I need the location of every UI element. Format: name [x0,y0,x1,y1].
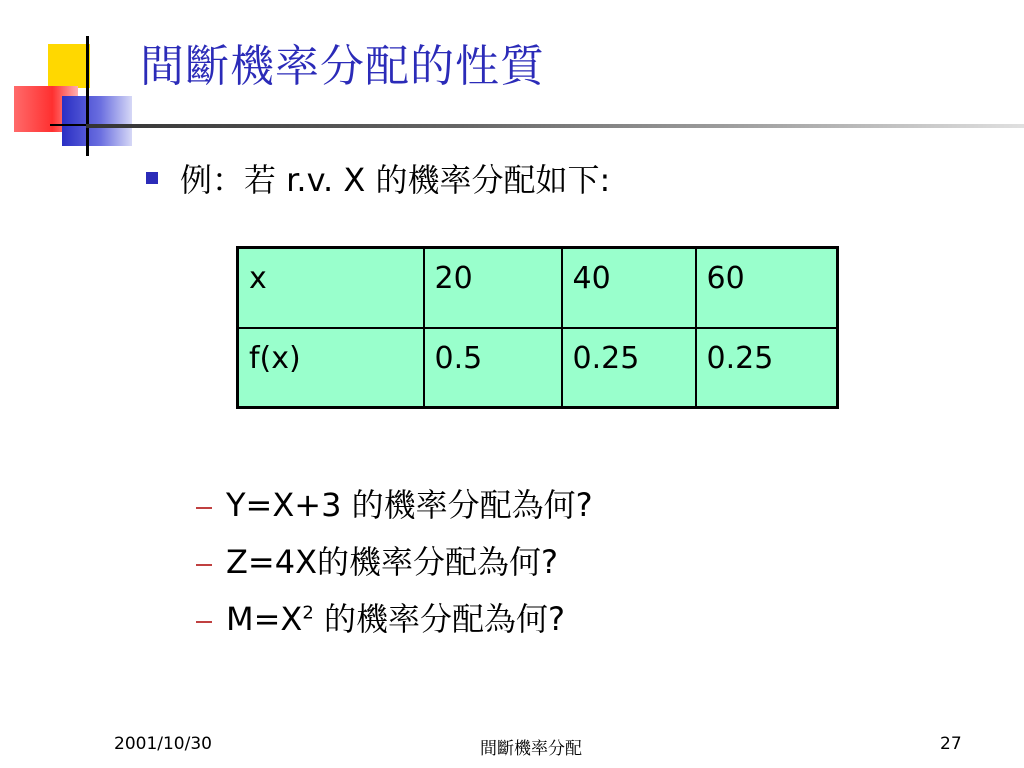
decorative-logo [0,0,140,160]
bullet-square-icon [146,172,158,184]
logo-yellow-square [48,44,90,88]
table-cell: f(x) [238,328,424,408]
table-row [238,248,838,328]
dash-icon [196,507,212,509]
main-bullet [146,155,610,201]
table-cell: 60 [696,248,838,328]
table-row [238,328,838,408]
table-cell: 20 [424,248,562,328]
sub-item [196,594,565,640]
logo-blue-square [62,96,132,146]
footer-title: 間斷機率分配 [480,739,582,759]
logo-vertical-line [86,36,89,156]
distribution-table [236,246,839,409]
sub-item-text: Z=4X的機率分配為何? [226,543,559,581]
table-cell: x [238,248,424,328]
dash-icon [196,621,212,623]
table-cell: 0.25 [562,328,696,408]
dash-icon [196,564,212,566]
title-rule [86,124,1024,128]
table-cell: 0.25 [696,328,838,408]
sub-item-text: $M=X^2$ 的機率分配為何? [226,600,565,638]
page-number: 27 [940,734,962,754]
sub-item [196,480,593,526]
table-cell: 40 [562,248,696,328]
table-cell: 0.5 [424,328,562,408]
footer-date: 2001/10/30 [114,734,212,754]
sub-item-text: Y=X+3 的機率分配為何? [226,486,593,524]
main-bullet-text: 例：若 r.v. X 的機率分配如下: [180,161,611,199]
slide-title: 間斷機率分配的性質 [140,41,545,92]
sub-item [196,537,558,583]
